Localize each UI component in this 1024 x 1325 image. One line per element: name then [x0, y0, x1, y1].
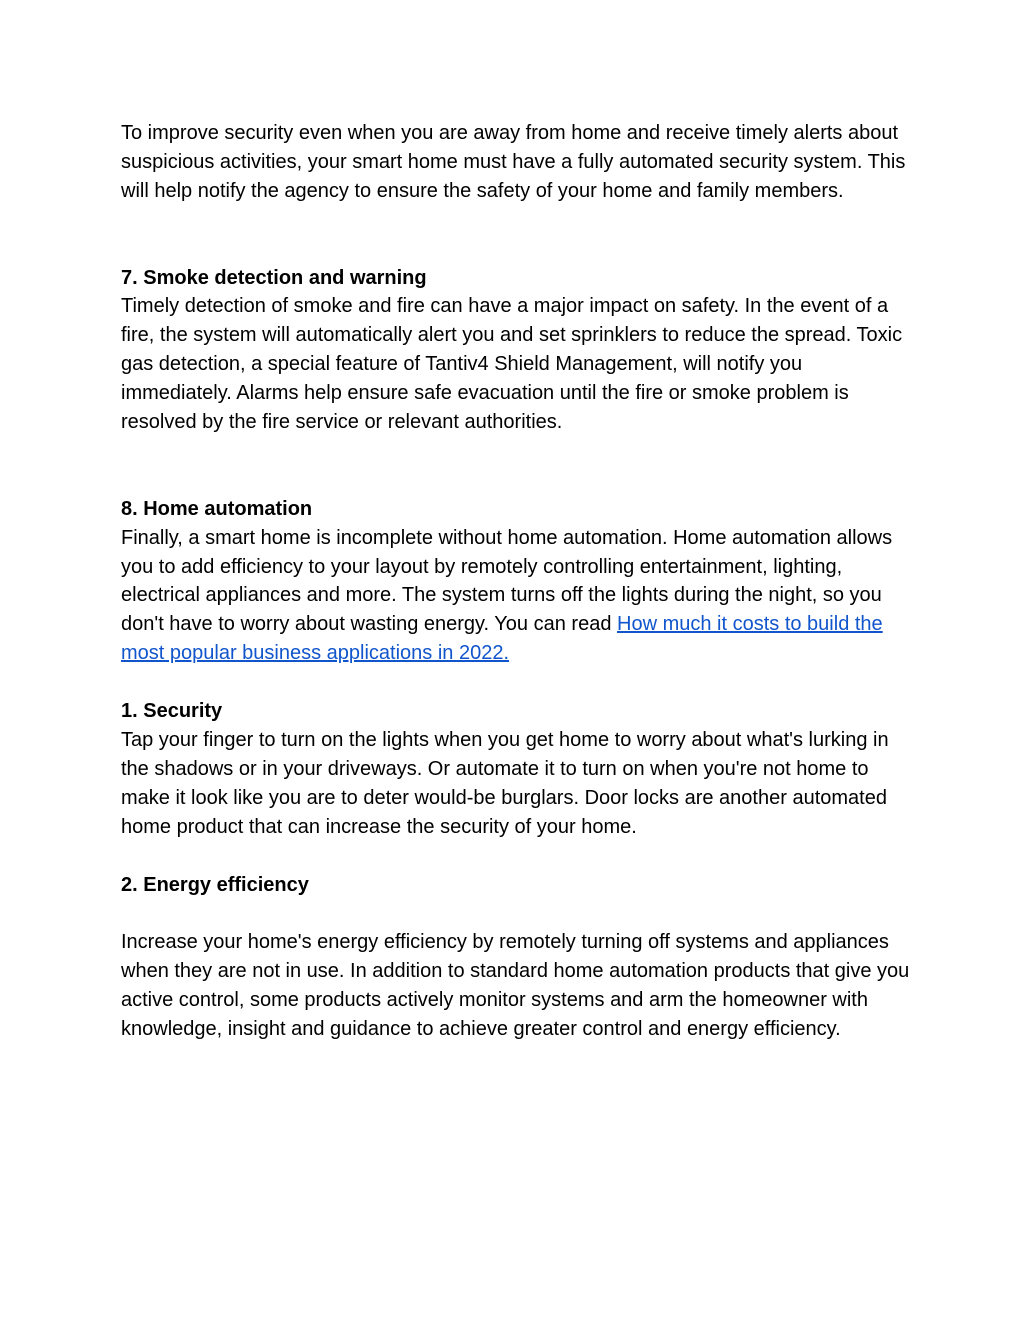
business-apps-cost-link[interactable]: How much it costs to build the most popular business applications in 2022. [121, 613, 883, 665]
home-automation-body-text: Finally, a smart home is incomplete without home automation. Home automation allows you to add efficiency to your layout by remotely controlling entertainment, lighting, electrical appliances and more. The system turns off the lights during the night, so you don't have to worry about wasting energy. You can read [121, 526, 893, 636]
section-heading-energy-efficiency: 2. Energy efficiency [121, 873, 309, 896]
section-heading-smoke-detection: 7. Smoke detection and warning [121, 266, 427, 289]
document-page [121, 119, 911, 1044]
section-heading-security: 1. Security [121, 700, 223, 723]
section-body-energy-efficiency: Increase your home's energy efficiency by remotely turning off systems and appliances when they are not in use. In addition to standard home automation products that give you active control, some products actively monitor systems and arm the homeowner with knowledge, insight and guidance to achieve greater control and energy efficiency. [121, 931, 910, 1041]
spacer [121, 668, 911, 697]
spacer [121, 437, 911, 495]
section-heading-home-automation: 8. Home automation [121, 497, 313, 520]
section-body-security: Tap your finger to turn on the lights when you get home to worry about what's lurking in the shadows or in your driveways. Or automate it to turn on when you're not home to make it look like you are to deter would-be burglars. Door locks are another automated home product that can increase the security of your home. [121, 728, 889, 838]
spacer [121, 206, 911, 264]
spacer [121, 899, 911, 928]
section-body-smoke-detection: Timely detection of smoke and fire can have a major impact on safety. In the event of a fire, the system will automatically alert you and set sprinklers to reduce the spread. Toxic gas detection, a special feature of Tantiv4 Shield Management, will notify you immediately. Alarms help ensure safe evacuation until the fire or smoke problem is resolved by the fire service or relevant authorities. [121, 295, 903, 434]
spacer [121, 842, 911, 871]
section-body-home-automation [121, 524, 911, 669]
intro-paragraph: To improve security even when you are away from home and receive timely alerts about suspicious activities, your smart home must have a fully automated security system. This will help notify the agency to ensure the safety of your home and family members. [121, 122, 906, 202]
